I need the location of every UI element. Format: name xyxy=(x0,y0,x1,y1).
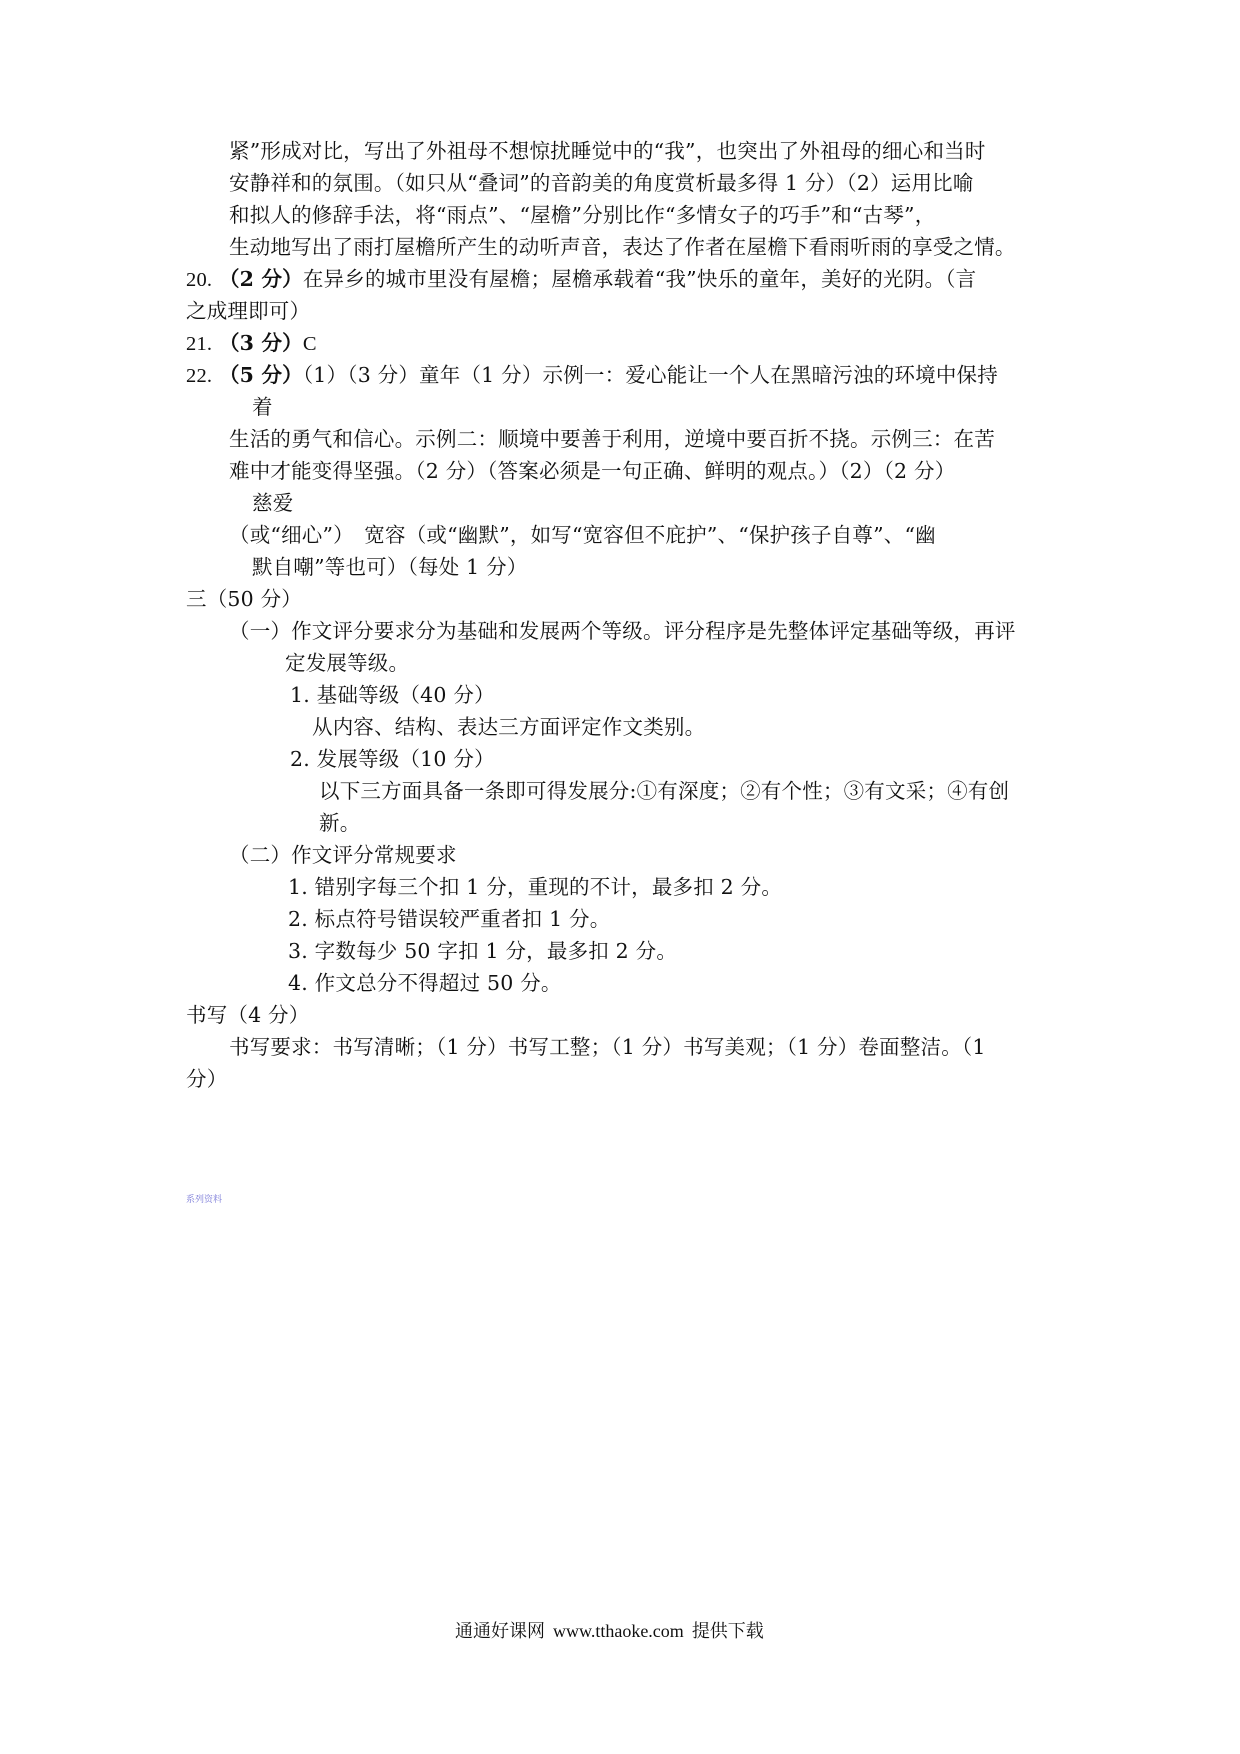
writing-heading: 书写（4 分） xyxy=(186,1003,310,1027)
question-answer: （1）（3 分）童年（1 分）示例一：爱心能让一个人在黑暗污浊的环境中保持 xyxy=(302,363,998,387)
question-22-line-6: （或“细心”） 宽容（或“幽默”，如写“宽容但不庇护”、“保护孩子自尊”、“幽 xyxy=(229,523,936,547)
question-22-line-3: 生活的勇气和信心。示例二：顺境中要善于利用，逆境中要百折不挠。示例三：在苦 xyxy=(229,427,995,451)
basic-level-item: 1. 基础等级（40 分） xyxy=(290,683,495,707)
rule-item-2: 2. 标点符号错误较严重者扣 1 分。 xyxy=(288,907,611,931)
question-22-line-7: 默自嘲”等也可）（每处 1 分） xyxy=(252,555,528,579)
answer-line-4: 生动地写出了雨打屋檐所产生的动听声音，表达了作者在屋檐下看雨听雨的享受之情。 xyxy=(229,235,1016,259)
page-footer xyxy=(455,1618,764,1645)
question-22-line-4: 难中才能变得坚强。（2 分）（答案必须是一句正确、鲜明的观点。）（2）（2 分） xyxy=(229,459,956,483)
development-level-item: 2. 发展等级（10 分） xyxy=(290,747,495,771)
question-score: （5 分） xyxy=(218,363,303,387)
footer-suffix: 提供下载 xyxy=(691,1621,764,1642)
section-3-heading: 三（50 分） xyxy=(186,587,303,611)
development-level-text: 以下三方面具备一条即可得发展分:①有深度；②有个性；③有文采；④有创 xyxy=(319,779,1010,803)
footer-brand: 通通好课网 xyxy=(455,1621,545,1642)
question-20-continuation: 之成理即可） xyxy=(186,299,311,323)
section-3-part-1-line-2: 定发展等级。 xyxy=(285,651,410,675)
question-20 xyxy=(186,263,976,296)
question-number: 21. xyxy=(186,333,213,355)
writing-requirements: 书写要求：书写清晰；（1 分）书写工整；（1 分）书写美观；（1 分）卷面整洁。（1 xyxy=(229,1035,986,1059)
tiny-note: 系列资料 xyxy=(186,1194,223,1204)
development-level-continuation: 新。 xyxy=(319,811,361,835)
question-22-line-2: 着 xyxy=(252,395,273,419)
answer-line-2: 安静祥和的氛围。（如只从“叠词”的音韵美的角度赏析最多得 1 分）（2）运用比喻 xyxy=(229,171,974,195)
footer-site-link[interactable]: www.tthaoke.com xyxy=(553,1621,684,1641)
question-score: （3 分） xyxy=(218,331,303,355)
answer-line-1: 紧”形成对比，写出了外祖母不想惊扰睡觉中的“我”，也突出了外祖母的细心和当时 xyxy=(229,139,986,163)
question-number: 20. xyxy=(186,269,213,291)
writing-requirements-continuation: 分） xyxy=(186,1067,228,1091)
rule-item-1: 1. 错别字每三个扣 1 分，重现的不计，最多扣 2 分。 xyxy=(288,875,783,899)
section-3-part-1-line-1: （一）作文评分要求分为基础和发展两个等级。评分程序是先整体评定基础等级，再评 xyxy=(229,619,1016,643)
rule-item-4: 4. 作文总分不得超过 50 分。 xyxy=(288,971,562,995)
rule-item-3: 3. 字数每少 50 字扣 1 分，最多扣 2 分。 xyxy=(288,939,678,963)
answer-line-3: 和拟人的修辞手法，将“雨点”、“屋檐”分别比作“多情女子的巧手”和“古琴”， xyxy=(229,203,936,227)
question-number: 22. xyxy=(186,365,213,387)
question-21 xyxy=(186,327,317,360)
basic-level-text: 从内容、结构、表达三方面评定作文类别。 xyxy=(312,715,706,739)
question-score: （2 分） xyxy=(218,267,303,291)
question-22-line-5: 慈爱 xyxy=(252,491,294,515)
section-3-part-2-heading: （二）作文评分常规要求 xyxy=(229,843,457,867)
question-answer: C xyxy=(302,333,317,355)
question-answer: 在异乡的城市里没有屋檐；屋檐承载着“我”快乐的童年，美好的光阴。（言 xyxy=(302,267,977,291)
question-22 xyxy=(186,359,998,392)
